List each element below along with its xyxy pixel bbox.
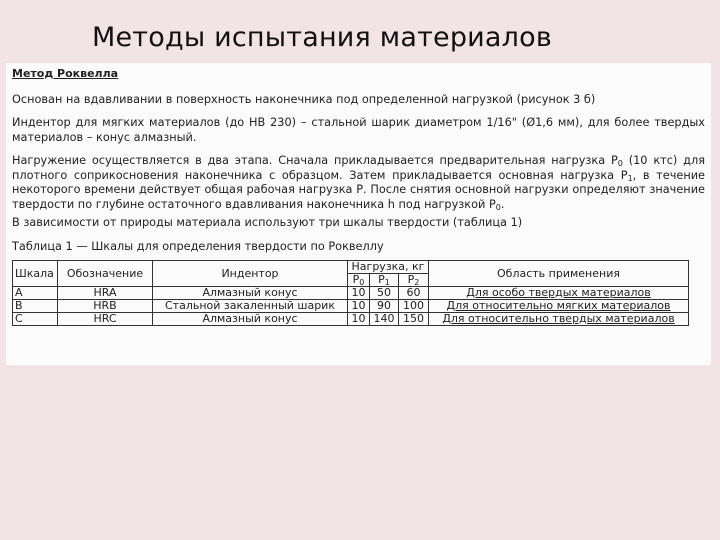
cell-indenter: Алмазный конус	[153, 287, 348, 300]
cell-application: Для особо твердых материалов	[429, 287, 689, 300]
cell-p2: 150	[399, 313, 429, 326]
cell-p0: 10	[348, 287, 370, 300]
cell-designation: HRB	[58, 300, 153, 313]
header-load: Нагрузка, кг	[348, 261, 429, 274]
cell-p2: 100	[399, 300, 429, 313]
paragraph-indenter: Индентор для мягких материалов (до НВ 230) – стальной шарик диаметром 1/16" (Ø1,6 мм), для более твердых материалов – конус алмазный.	[12, 116, 705, 144]
cell-scale: A	[13, 287, 58, 300]
cell-designation: HRC	[58, 313, 153, 326]
header-p2: $P_2$	[399, 274, 429, 287]
table-caption: Таблица 1 — Шкалы для определения твердости по Роквеллу	[12, 239, 384, 253]
header-scale: Шкала	[13, 261, 58, 287]
cell-p1: 90	[370, 300, 399, 313]
paragraph-scales: В зависимости от природы материала используют три шкалы твердости (таблица 1)	[12, 216, 523, 229]
table-row	[13, 287, 689, 300]
paragraph-principle: Основан на вдавливании в поверхность наконечника под определенной нагрузкой (рисунок 3 б)	[12, 92, 596, 106]
paragraph-loading: Нагружение осуществляется в два этапа. Сначала прикладывается предварительная нагрузка $P_0$ (10 ктс) для плотного соприкосновения наконечника с образцом. Затем прикладывается основная нагрузка $P_1$, в течение некоторого времени действует общая рабочая нагрузка Р. После снятия основной нагрузки определяют значение твердости по глубине остаточного вдавливания наконечника h под нагрузкой $P_0$.	[12, 154, 706, 212]
cell-indenter: Стальной закаленный шарик	[153, 300, 348, 313]
method-title: Метод Роквелла	[12, 67, 119, 80]
slide-title: Методы испытания материалов	[92, 22, 552, 53]
cell-p2: 60	[399, 287, 429, 300]
cell-indenter: Алмазный конус	[153, 313, 348, 326]
content-panel	[6, 63, 711, 365]
cell-scale: C	[13, 313, 58, 326]
header-indenter: Индентор	[153, 261, 348, 287]
header-designation: Обозначение	[58, 261, 153, 287]
header-p0: $P_0$	[348, 274, 370, 287]
header-application: Область применения	[429, 261, 689, 287]
header-p1: $P_1$	[370, 274, 399, 287]
cell-p0: 10	[348, 300, 370, 313]
cell-p1: 50	[370, 287, 399, 300]
cell-scale: B	[13, 300, 58, 313]
table-row	[13, 300, 689, 313]
cell-designation: HRA	[58, 287, 153, 300]
cell-application: Для относительно мягких материалов	[429, 300, 689, 313]
cell-p0: 10	[348, 313, 370, 326]
table-row	[13, 313, 689, 326]
rockwell-scales-table	[12, 260, 689, 326]
cell-application: Для относительно твердых материалов	[429, 313, 689, 326]
cell-p1: 140	[370, 313, 399, 326]
